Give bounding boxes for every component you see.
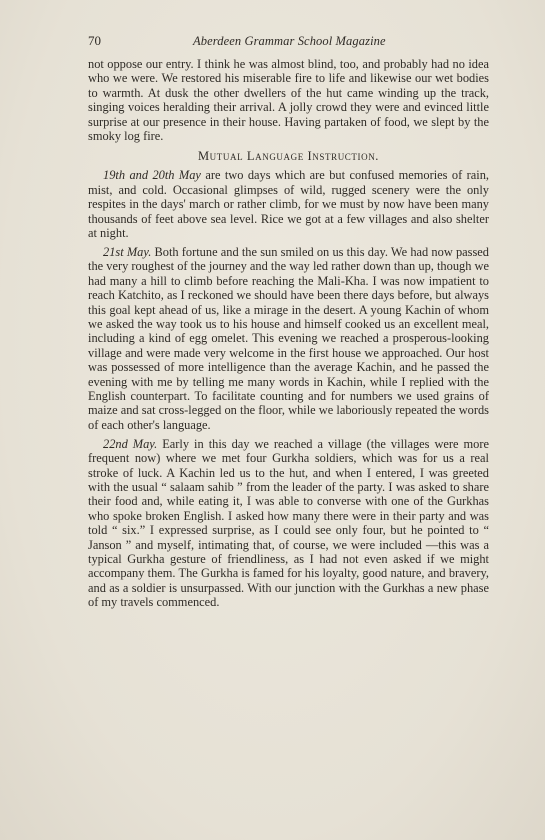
journal-title: Aberdeen Grammar School Magazine [193,34,386,48]
entry-date: 22nd May. [103,436,158,451]
entry-date: 19th and 20th May [103,168,201,183]
intro-paragraph: not oppose our entry. I think he was almost blind, too, and probably had no idea who we were. We restored his miserable fire to life and likewise our wet bodies to warmth. At dusk the other dwellers of the hut came winding up the track, singing voices heralding their arrival. A jolly crowd they were and evinced little surprise at our presence in their house. Having partaken of food, we slept by the smoky log fire. [88,57,489,144]
entry-date: 21st May. [103,244,152,259]
entry-text: Both fortune and the sun smiled on us this day. We had now passed the very roughest of the journey and the way led rather down than up, though we had many a hill to climb before reaching the Mali-Kha. I was now impatient to reach Katchito, as I reckoned we should have been there days before, but always this goal kept ahead of us, like a mirage in the desert. A young Kachin of whom we asked the way took us to his house and himself cooked us an excellent meal, including a kind of egg omelet. This evening we reached a prosperous-looking village and were made very welcome in the first house we approached. Our host was possessed of more intelligence than the average Kachin, and he passed the evening with me by telling me many words in Kachin, while I replied with the English counterpart. To facilitate counting and for numbers we used grains of maize and sat cross-legged on the floor, while we laboriously repeated the words of each other's language. [88,244,489,432]
entry-text: are two days which are but confused memories of rain, mist, and cold. Occasional glimpses of wild, rugged scenery were the only respites in the days' march or rather climb, for we must by now have been many thousands of feet above sea level. Rice we got at a few villages and also shelter at night. [88,168,489,241]
running-head [88,33,489,51]
entry-text: Early in this day we reached a village (the villages were more frequent now) where we met four Gurkha soldiers, which was for us a real stroke of luck. A Kachin led us to the hut, and when I entered, I was greeted with the usual “ salaam sahib ” from the leader of the party. I was asked to share their food and, while eating it, I was able to converse with one of the Gurkhas who spoke broken English. I asked how many there were in their party and was told “ six.” I expressed surprise, as I could see only four, but he pointed to “ Janson ” and myself, intimating that, of course, we were included —this was a typical Gurkha gesture of friendliness, as I had not even asked if we might accompany them. The Gurkha is famed for his loyalty, good nature, and bravery, and as a soldier is unsurpassed. With our junction with the Gurkhas a new phase of my travels commenced. [88,436,489,610]
entry-paragraph-22-may [88,437,489,610]
section-heading: Mutual Language Instruction. [197,149,380,164]
entry-paragraph-21-may [88,245,489,432]
page-number: 70 [88,33,101,48]
entry-paragraph-19-20-may [88,168,489,240]
